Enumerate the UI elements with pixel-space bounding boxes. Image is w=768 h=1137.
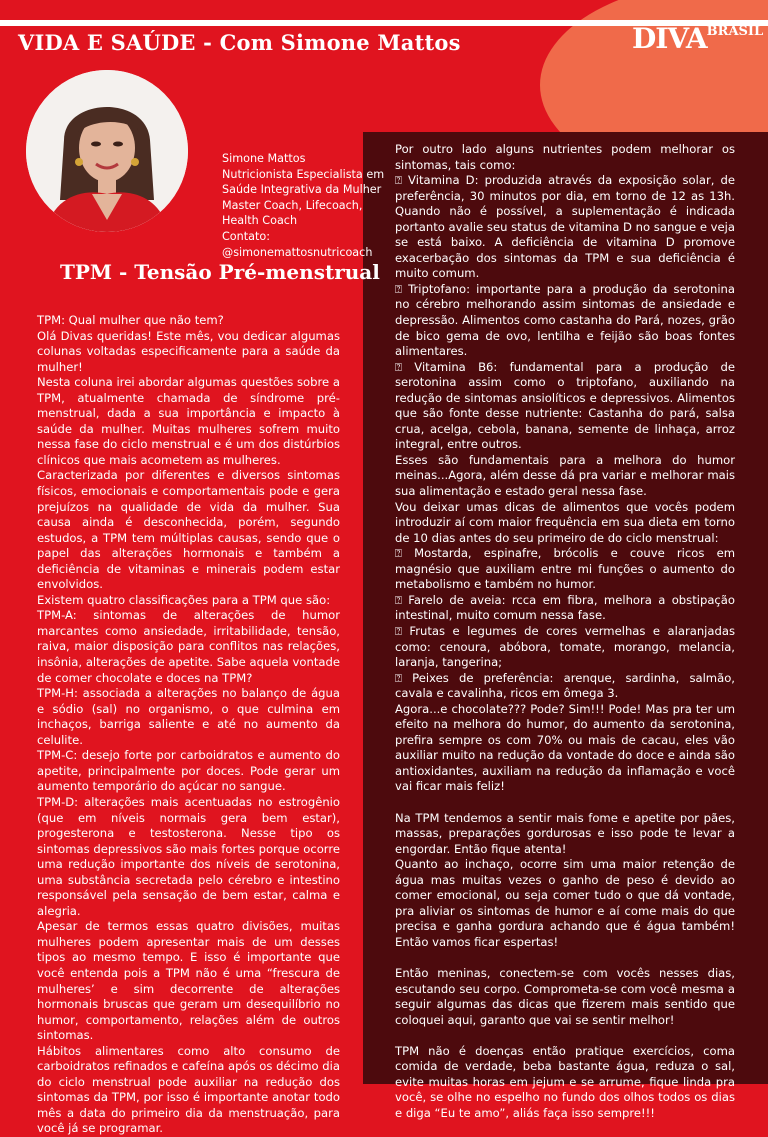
brand-logo [632,22,763,55]
paragraph: Esses são fundamentais para a melhora do humor meinas...Agora, além desse dá pra variar e melhorar mais sua alimentação e estado geral nessa fase. [395,452,735,499]
paragraph: ⍰ Vitamina B6: fundamental para a produção de serotonina assim como o triptofano, auxiliando na redução de sintomas ansiolíticos e depressivos. Alimentos que são fonte desse nutriente: Castanha do pará, salsa crua, acelga, cebola, banana, semente de linhaça, arroz integral, entre outros. [395,359,735,452]
paragraph: ⍰ Frutas e legumes de cores vermelhas e alaranjadas como: cenoura, abóbora, tomate, morango, melancia, laranja, tangerina; [395,623,735,670]
author-portrait-illustration [26,70,188,232]
paragraph: Hábitos alimentares como alto consumo de carboidratos refinados e cafeína após os décimo dia do ciclo menstrual pode auxiliar na redução dos sintomas da TPM, por isso é importante anotar todo mês a data do primeiro dia da menstruação, para você já se programar. [37,1043,340,1136]
brand-logo-suffix: BRASIL [706,24,764,39]
paragraph: TPM-A: sintomas de alterações de humor marcantes como ansiedade, irritabilidade, tensão, raiva, maior disposição para conflitos nas relações, insônia, alterações de apetite. Sabe aquela vontade de comer chocolate e doces na TPM? [37,608,340,685]
paragraph: Então meninas, conectem-se com vocês nesses dias, escutando seu corpo. Comprometa-se com você mesma a seguir algumas das dicas que fizerem mais sentido que coloquei aqui, garanto que vai se sentir melhor! [395,965,735,1027]
article-title: TPM - Tensão Pré-menstrual [60,260,380,284]
paragraph: ⍰ Vitamina D: produzida através da exposição solar, de preferência, 30 minutos por dia, em torno de 12 as 13h. Quando não é possível, a suplementação é indicada portanto avalie seu status de vitamina D no sangue e veja se está baixo. A deficiência de vitamina D promove exacerbação dos sintomas da TPM e sua deficiência é muito comum. [395,173,735,281]
author-titles: Master Coach, Lifecoach, Health Coach [222,198,363,228]
paragraph: TPM não é doenças então pratique exercícios, coma comida de verdade, beba bastante água, reduza o sal, evite muitas horas em jejum e se arrume, fique linda pra você, se olhe no espelho no fundo dos olhos todos os dias e diga “Eu te amo”, aliás faça isso sempre!!! [395,1043,735,1120]
paragraph: TPM: Qual mulher que não tem? [37,313,224,327]
paragraph: TPM-D: alterações mais acentuadas no estrogênio (que em níveis normais gera bem estar), progesterona e testosterona. Nesse tipo os sintomas depressivos são mais fortes porque ocorre uma redução importante dos níveis de serotonina, uma substância secretada pelo cérebro e intestino responsável pela sensação de bem estar, calma e alegria. [37,794,340,918]
paragraph: ⍰ Triptofano: importante para a produção da serotonina no cérebro melhorando assim sintomas de ansiedade e depressão. Alimentos como castanha do Pará, nozes, grão de bico gema de ovo, lentilha e feijão são boas fontes alimentares. [395,281,735,359]
author-photo [26,70,188,232]
author-contact: Contato: @simonemattosnutricoach [222,229,373,259]
paragraph: Caracterizada por diferentes e diversos sintomas físicos, emocionais e comportamentais pode e gera prejuízos na qualidade de vida da mulher. Sua causa ainda é desconhecida, porém, segundo estudos, a TPM tem múltiplas causas, sendo que o papel das alterações hormonais e também a deficiência de vitaminas e minerais podem estar envolvidos. [37,468,340,592]
author-name: Simone Mattos [222,152,306,165]
article-left-column [37,313,340,1137]
author-role: Nutricionista Especialista em Saúde Integrativa da Mulher [222,167,385,197]
paragraph: Por outro lado alguns nutrientes podem melhorar os sintomas, tais como: [395,142,735,172]
paragraph: ⍰ Farelo de aveia: rcca em fibra, melhora a obstipação intestinal, muito comum nessa fase. [395,592,735,623]
paragraph: Quanto ao inchaço, ocorre sim uma maior retenção de água mas muitas vezes o ganho de peso é devido ao comer emocional, ou seja comer tudo o que dá vontade, pra aliviar os sintomas de humor e aí come mais do que precisa e ganha gordura achando que é água também! Então vamos ficar espertas! [395,857,735,949]
paragraph: Nesta coluna irei abordar algumas questões sobre a TPM, atualmente chamada de síndrome pré-menstrual, dada a sua importância e impacto à saúde da mulher. Muitas mulheres sofrem muito nessa fase do ciclo menstrual e é um dos distúrbios clínicos que mais acometem as mulheres. [37,375,340,467]
paragraph: Apesar de termos essas quatro divisões, muitas mulheres podem apresentar mais de um desses tipos ao mesmo tempo. E isso é importante que você entenda pois a TPM não é uma “frescura de mulheres’ e sim decorrente de alterações hormonais bruscas que geram um desequilíbrio no humor, comportamento, relações além de outros sintomas. [37,919,340,1043]
author-info [222,151,392,260]
paragraph: Na TPM tendemos a sentir mais fome e apetite por pães, massas, preparações gordurosas e isso pode te levar a engordar. Então fique atenta! [395,810,735,856]
paragraph: TPM-H: associada a alterações no balanço de água e sódio (sal) no organismo, o que culmina em inchaços, barriga saliente e até no aumento da celulite. [37,686,340,747]
paragraph: Agora...e chocolate??? Pode? Sim!!! Pode! Mas pra ter um efeito na melhora do humor, do aumento da serotonina, prefira sempre os com 70% ou mais de cacau, eles vão auxiliar muito na redução da vontade do doce e ainda são antioxidantes, auxiliam na redução da inflamação e você vai ficar mais feliz! [395,701,735,794]
article-right-column [395,142,735,1121]
paragraph-spacer [395,950,735,966]
section-title: VIDA E SAÚDE - Com Simone Mattos [18,30,461,55]
paragraph: Existem quatro classificações para a TPM que são: [37,592,331,607]
paragraph-spacer [395,795,735,811]
paragraph: TPM-C: desejo forte por carboidratos e aumento do apetite, principalmente por doces. Pode gerar um aumento temporário do açúcar no sangue. [37,748,340,794]
brand-logo-name: DIVA [632,22,707,55]
paragraph-spacer [395,1028,735,1044]
paragraph: ⍰ Peixes de preferência: arenque, sardinha, salmão, cavala e cavalinha, ricos em ômega 3. [395,670,735,701]
paragraph: ⍰ Mostarda, espinafre, brócolis e couve ricos em magnésio que auxiliam entre mi funções o aumento do metabolismo e também no humor. [395,546,735,592]
paragraph: Vou deixar umas dicas de alimentos que vocês podem introduzir aí com maior frequência em sua dieta em torno de 10 dias antes do seu primeiro de do ciclo menstrual: [395,499,735,545]
paragraph: Olá Divas queridas! Este mês, vou dedicar algumas colunas voltadas especificamente para a saúde da mulher! [37,328,340,374]
